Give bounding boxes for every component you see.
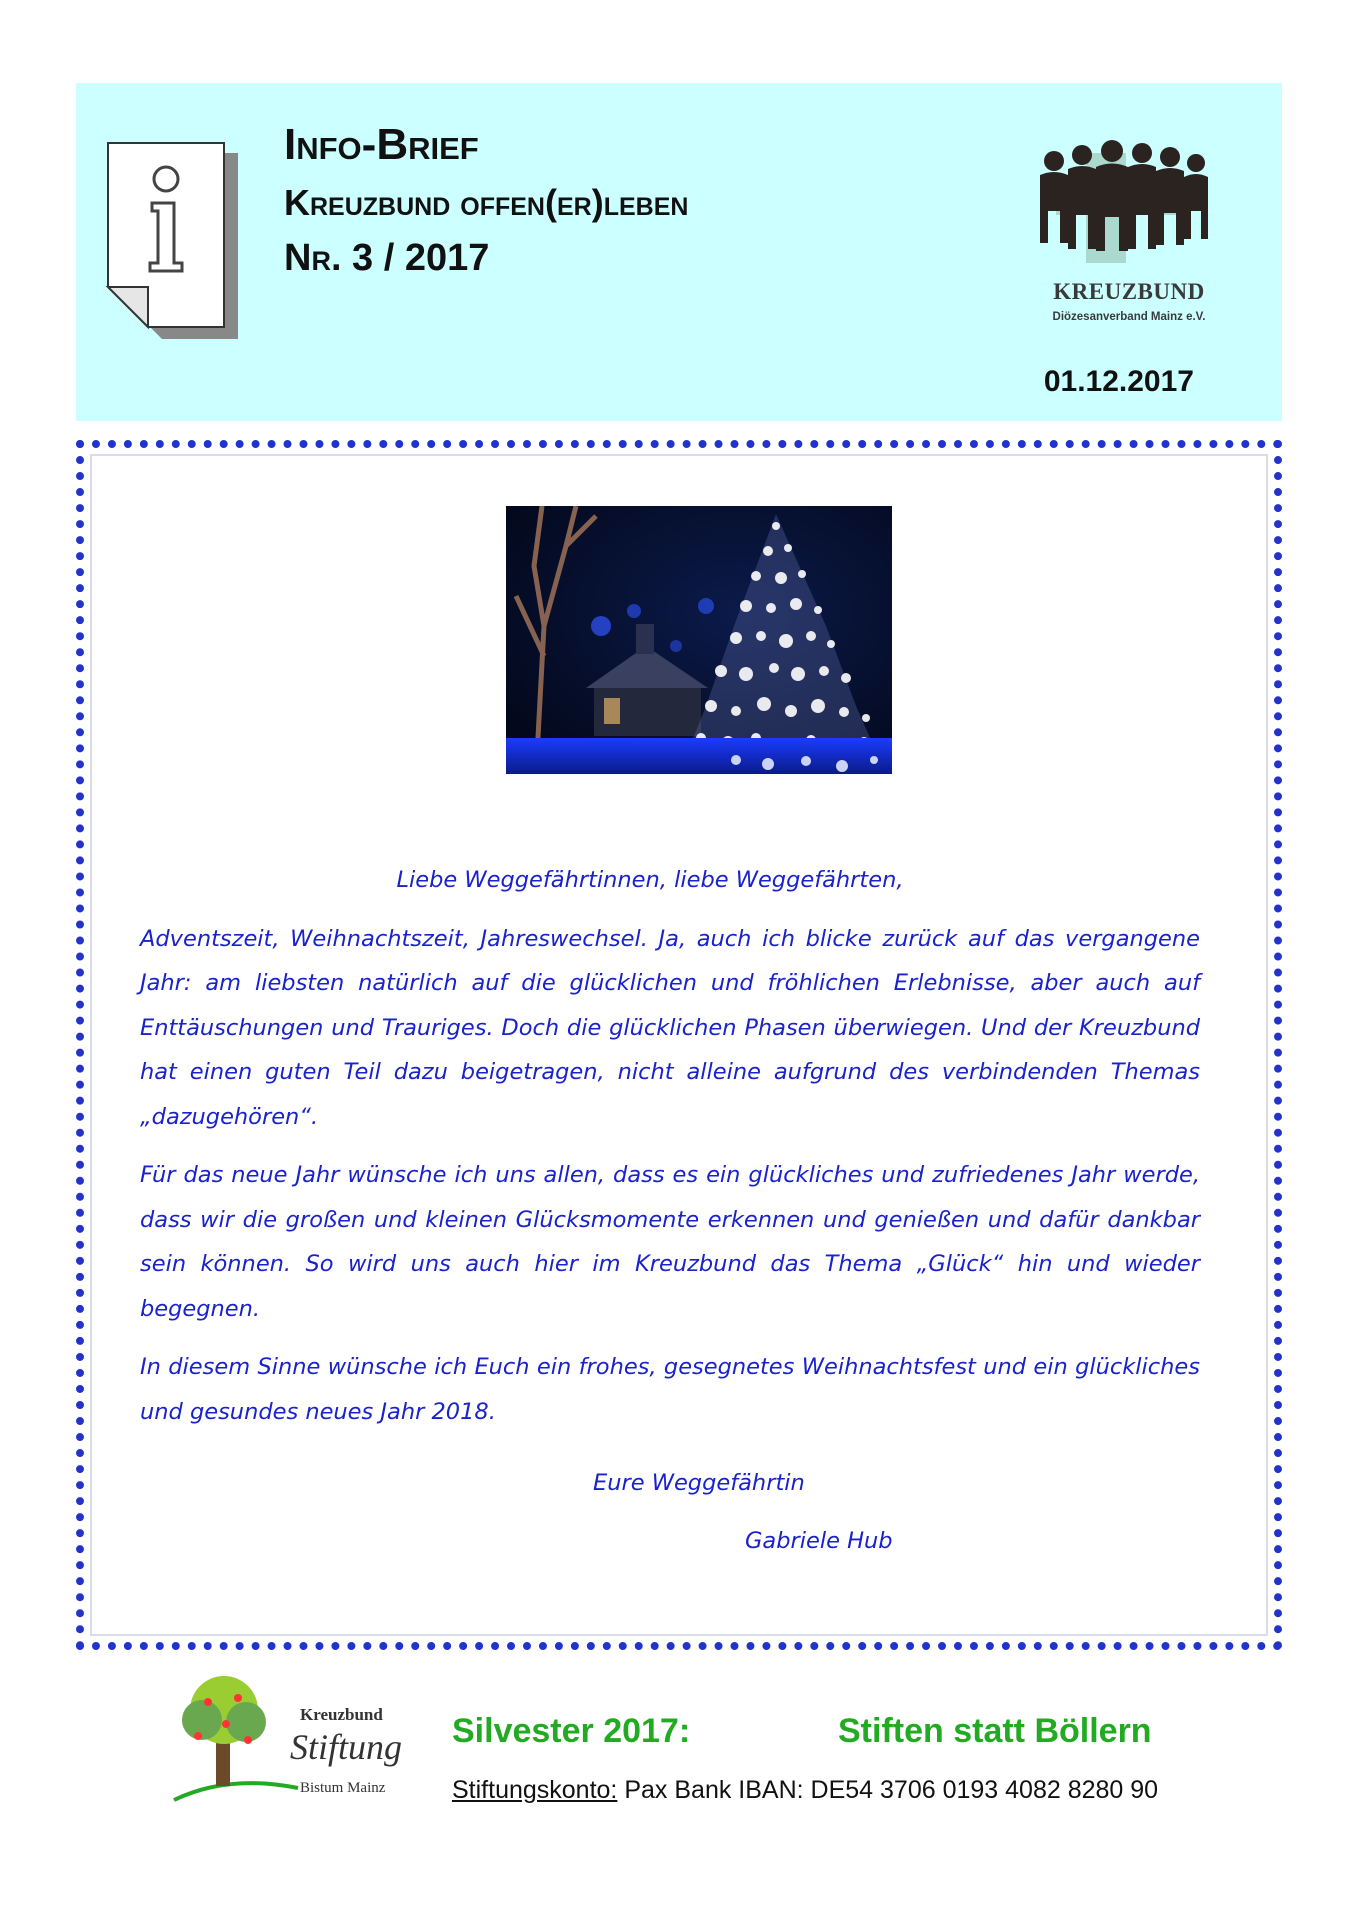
campaign-slogan: Stiften statt Böllern: [838, 1712, 1152, 1750]
stiftung-bistum: Bistum Mainz: [300, 1780, 386, 1796]
stiftung-wordmark: Stiftung: [290, 1727, 403, 1767]
stiftung-org-name: Kreuzbund: [300, 1705, 383, 1724]
letter-paragraph: In diesem Sinne wünsche ich Euch ein frohes, gesegnetes Weihnachtsfest und ein glückliches und gesundes neues Jahr 2018.: [140, 1354, 1200, 1425]
account-value: Pax Bank IBAN: DE54 3706 0193 4082 8280 90: [617, 1776, 1159, 1804]
account-line: [452, 1776, 1158, 1805]
doc-subtitle: Kreuzbund offen(er)leben: [284, 182, 689, 223]
christmas-tree-photo: [506, 506, 892, 774]
issue-number: Nr. 3 / 2017: [284, 237, 490, 279]
header-banner: [76, 83, 1282, 421]
letter-paragraph: Adventszeit, Weihnachtszeit, Jahreswechsel. Ja, auch ich blicke zurück auf das vergangene Jahr: am liebsten natürlich auf die glücklichen und fröhlichen Erlebnisse, aber auch auf Enttäuschungen und Trauriges. Doch die glücklichen Phasen überwiegen. Und der Kreuzbund hat einen guten Teil dazu beigetragen, nicht alleine aufgrund des verbindenden Themas „dazugehören“.: [140, 925, 1200, 1130]
letter-signature: Gabriele Hub: [745, 1528, 893, 1554]
info-document-icon: [102, 139, 242, 339]
logo-wordmark: KREUZBUND: [1053, 279, 1205, 304]
doc-title: Info-Brief: [284, 120, 479, 169]
letter-body: [140, 858, 1200, 1448]
letter-paragraph: Für das neue Jahr wünsche ich uns allen, dass es ein glückliches und zufriedenes Jahr werde, dass wir die großen und kleinen Glücksmomente erkennen und genießen und dafür dankbar sein können. So wird uns auch hier im Kreuzbund das Thema „Glück“ hin und wieder begegnen.: [140, 1162, 1200, 1322]
logo-subline: Diözesanverband Mainz e.V.: [1052, 311, 1206, 323]
letter-frame: [76, 440, 1282, 1650]
issue-date: 01.12.2017: [1043, 365, 1194, 398]
letter-closing: Eure Weggefährtin: [593, 1470, 805, 1496]
campaign-title: Silvester 2017:: [452, 1712, 691, 1750]
account-label: Stiftungskonto:: [452, 1776, 618, 1804]
letter-salutation: Liebe Weggefährtinnen, liebe Weggefährten,: [396, 867, 904, 893]
title-block: [284, 120, 689, 279]
